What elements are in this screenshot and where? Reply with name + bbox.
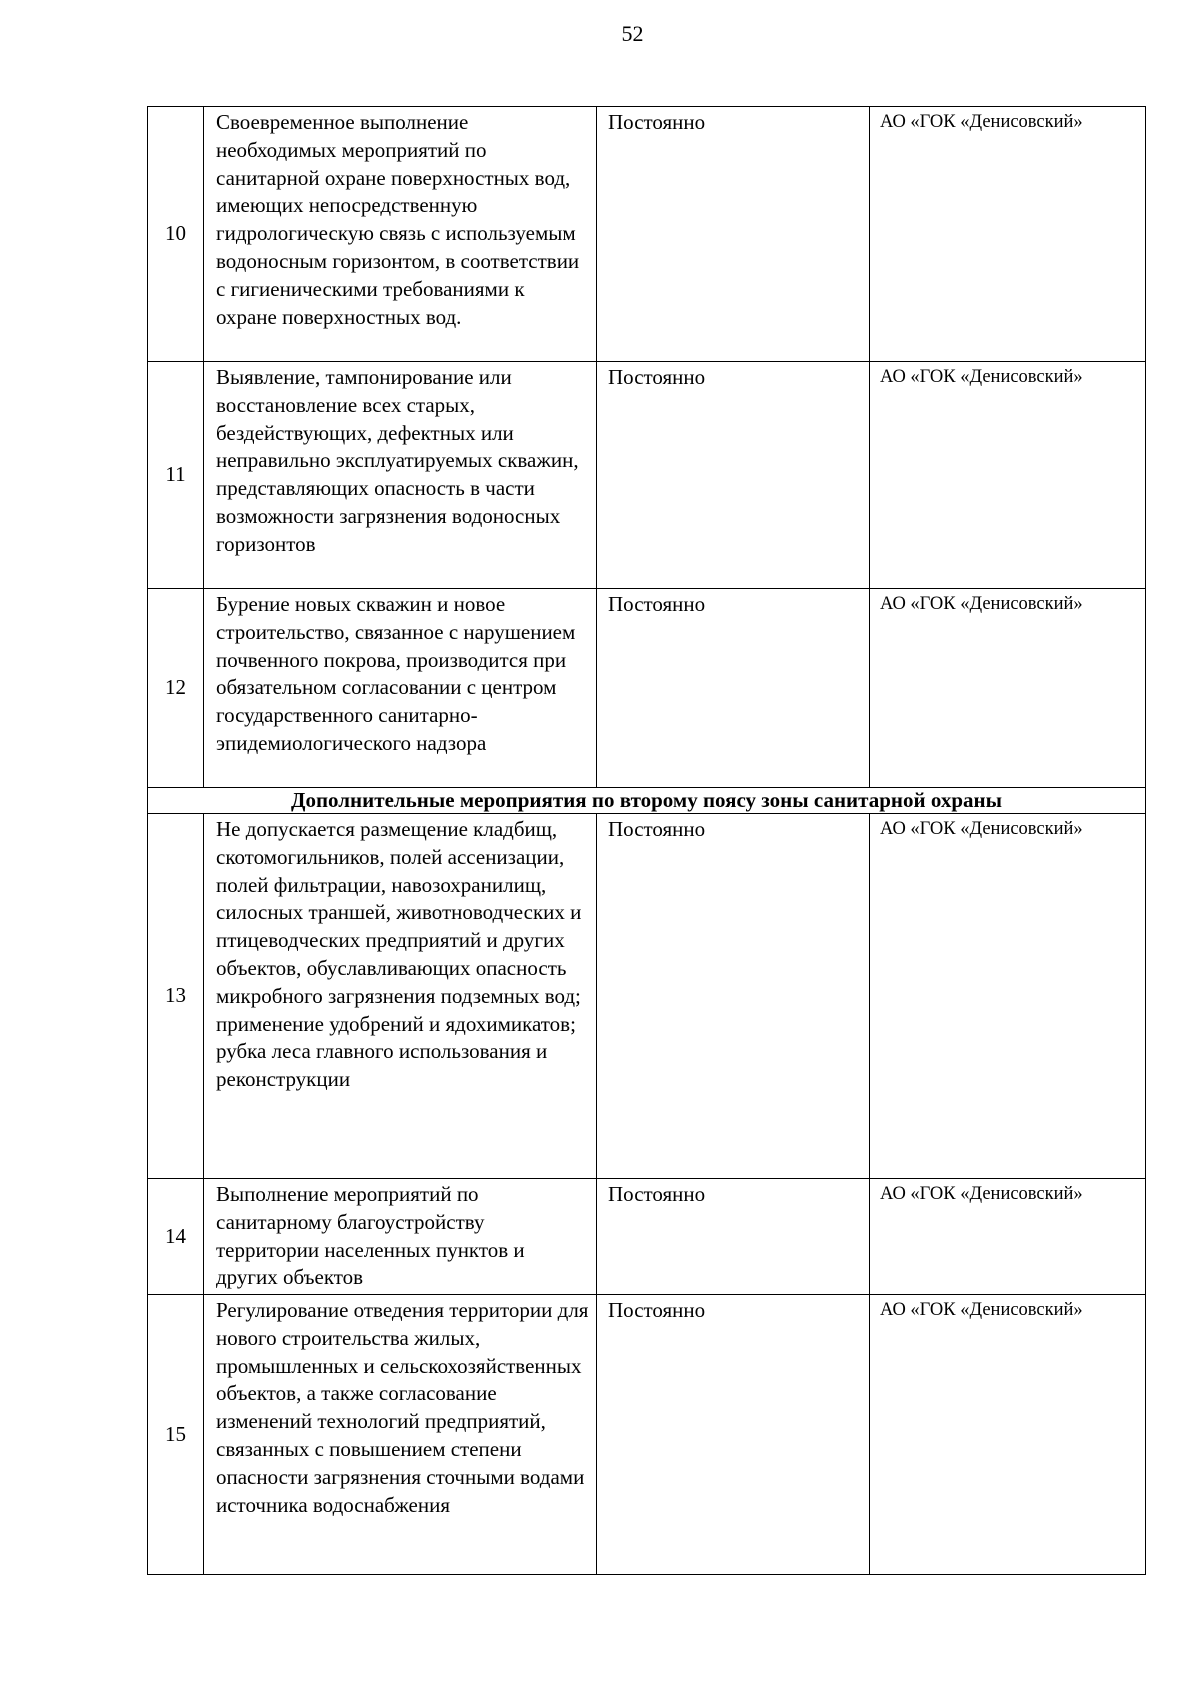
- measure-description: Бурение новых скважин и новое строительство, связанное с нарушением почвенного покрова, производится при обязательном согласовании с центром государственного санитарно-эпидемиологического надзора: [204, 589, 597, 788]
- row-number: 15: [148, 1295, 204, 1575]
- measure-description: Выявление, тампонирование или восстановление всех старых, бездействующих, дефектных или неправильно эксплуатируемых скважин, представляющих опасность в части возможности загрязнения водоносных горизонтов: [204, 362, 597, 589]
- section-header: Дополнительные мероприятия по второму поясу зоны санитарной охраны: [148, 788, 1146, 814]
- table-row: [148, 589, 1146, 788]
- measure-responsible: АО «ГОК «Денисовский»: [870, 1179, 1146, 1295]
- measure-term: Постоянно: [597, 814, 870, 1179]
- table-row: [148, 1179, 1146, 1295]
- row-number: 10: [148, 107, 204, 362]
- measure-description: Не допускается размещение кладбищ, скотомогильников, полей ассенизации, полей фильтрации, навозохранилищ, силосных траншей, животноводческих и птицеводческих предприятий и других объектов, обуславливающих опасность микробного загрязнения подземных вод; применение удобрений и ядохимикатов; рубка леса главного использования и реконструкции: [204, 814, 597, 1179]
- measure-term: Постоянно: [597, 1179, 870, 1295]
- measure-responsible: АО «ГОК «Денисовский»: [870, 107, 1146, 362]
- measure-term: Постоянно: [597, 362, 870, 589]
- page-number: 52: [621, 21, 644, 46]
- measure-description: Регулирование отведения территории для нового строительства жилых, промышленных и сельскохозяйственных объектов, а также согласование изменений технологий предприятий, связанных с повышением степени опасности загрязнения сточными водами источника водоснабжения: [204, 1295, 597, 1575]
- measure-responsible: АО «ГОК «Денисовский»: [870, 589, 1146, 788]
- measures-table: [147, 106, 1146, 1575]
- row-number: 11: [148, 362, 204, 589]
- measure-term: Постоянно: [597, 107, 870, 362]
- table-row: [148, 1295, 1146, 1575]
- table-row: [148, 107, 1146, 362]
- measure-responsible: АО «ГОК «Денисовский»: [870, 362, 1146, 589]
- table-row: [148, 814, 1146, 1179]
- measure-responsible: АО «ГОК «Денисовский»: [870, 814, 1146, 1179]
- table-row: [148, 362, 1146, 589]
- row-number: 13: [148, 814, 204, 1179]
- measure-responsible: АО «ГОК «Денисовский»: [870, 1295, 1146, 1575]
- row-number: 12: [148, 589, 204, 788]
- row-number: 14: [148, 1179, 204, 1295]
- measure-description: Выполнение мероприятий по санитарному благоустройству территории населенных пунктов и других объектов: [204, 1179, 597, 1295]
- measure-description: Своевременное выполнение необходимых мероприятий по санитарной охране поверхностных вод, имеющих непосредственную гидрологическую связь с используемым водоносным горизонтом, в соответствии с гигиеническими требованиями к охране поверхностных вод.: [204, 107, 597, 362]
- measure-term: Постоянно: [597, 1295, 870, 1575]
- section-header-row: [148, 788, 1146, 814]
- measure-term: Постоянно: [597, 589, 870, 788]
